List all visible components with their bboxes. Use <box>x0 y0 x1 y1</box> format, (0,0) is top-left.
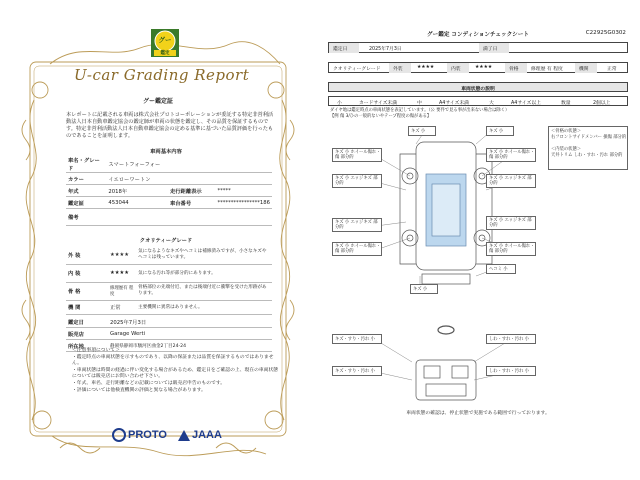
interior-stars: ★★★★ <box>108 264 136 282</box>
frame-stars: 修理歴有 程度 <box>108 282 136 300</box>
note-item: ・鑑定時点の車両状態を示すものであり、以降の保証または品質を保証するものではありません。 <box>72 354 274 367</box>
name-label: 車名・グレード <box>66 156 106 173</box>
callout-text: キズ 小 ホイール傷れ・傷 部分的 <box>489 150 535 161</box>
damage-callout <box>486 174 536 188</box>
section-quality-heading: クオリティーグレード <box>139 238 193 244</box>
eval-engine-value: 正常 <box>607 67 617 72</box>
interior-desc: 気になる汚れ等が部分的にあります。 <box>136 264 272 282</box>
callout-text: キズ 小 エッジキズ 部分的 <box>335 176 378 187</box>
callout-text: キズ 小 ホイール傷れ・傷 部分的 <box>335 244 381 255</box>
callout-text: キズ 小 <box>489 129 504 134</box>
sheet-code: C22925G0302 <box>585 30 626 36</box>
eval-frame-label: 骨格 <box>509 67 519 72</box>
damage-callout <box>332 366 382 376</box>
damage-callout <box>410 284 438 294</box>
sheet-title: グー鑑定 コンディションチェックシート <box>427 32 529 38</box>
frame-notes-title: ＜骨格の状態＞ <box>551 129 582 134</box>
cert-value: 453044 <box>106 197 168 209</box>
table-row <box>66 264 272 282</box>
leader-lines <box>316 0 640 420</box>
frame-label: 骨 格 <box>66 282 108 300</box>
callout-text: しわ・すれ・汚れ 小 <box>489 337 530 342</box>
logos <box>112 428 312 444</box>
goo-kantei-badge-icon <box>150 28 180 58</box>
mileage-value: ***** <box>216 185 273 197</box>
exterior-stars: ★★★★ <box>108 246 136 264</box>
interior-notes-title: ＜内装の状態＞ <box>551 147 582 152</box>
size-mid: 中 <box>417 101 422 106</box>
damage-callout <box>408 126 436 136</box>
callout-text: キズ 小 エッジキズ 部分的 <box>335 220 378 231</box>
frame-notes: 右フロントサイドメンバー 損傷 部分的 <box>551 135 627 140</box>
chassis-value: ****************186 <box>216 197 273 209</box>
exterior-label: 外 装 <box>66 246 108 264</box>
addr-label: 所在地 <box>66 340 108 352</box>
addr-value: 静岡県静岡市駿河区曲金2丁目24-24 <box>108 340 272 352</box>
table-row <box>66 173 272 185</box>
condition-check-sheet <box>316 0 640 480</box>
table-row <box>66 197 272 209</box>
damage-callout <box>486 216 536 230</box>
callout-text: ヘコミ 小 <box>489 267 508 272</box>
sheet-date-value: 2025年7月3日 <box>369 47 402 52</box>
table-row <box>66 316 272 328</box>
proto-logo-icon <box>112 428 126 442</box>
callout-text: キズ 小 <box>413 287 428 292</box>
note-item: ・年式、車名、走行距離などの記載については販売店申告のものです。 <box>72 380 226 386</box>
callout-text: キズ・すり・汚れ 小 <box>335 337 375 342</box>
frame-desc: 骨格部位の先端付近、または後端付近に衝撃を受けた形跡があります。 <box>136 282 272 300</box>
legend-line: ダイヤ地は鑑定時点の車両状態を表記しています。（公 要件で見る事が出来ない場合は除く） <box>330 108 510 113</box>
damage-callout <box>486 148 536 162</box>
table-row <box>66 282 272 300</box>
jaaa-logo: JAAA <box>192 429 222 441</box>
date-value: 2025年7月3日 <box>108 316 272 328</box>
color-value: イエローワートン <box>106 173 272 185</box>
damage-callout <box>332 242 382 256</box>
eval-int-value: ★★★★ <box>475 65 493 70</box>
exterior-desc: 気になるようなキズやヘコミは補修済みですが、小さなキズやヘコミは残っています。 <box>136 246 272 264</box>
sheet-expiry-label: 満了日 <box>483 47 498 52</box>
table-row <box>66 328 272 340</box>
jaaa-logo-icon <box>178 430 190 441</box>
damage-callout <box>332 148 382 162</box>
vehicle-info-table <box>66 156 272 226</box>
certificate-intro: 本レポートに記載される車両は株式会社プロトコーポレーションが委託する特定非営利活動法人日本自動車鑑定協会の鑑定師が車両の状態を鑑定し、その品質を保証するものです。特定非営利活動法人日本自動車鑑定協会の定める基準に基づいた品質評価を行ったものであることを証明します。 <box>66 112 274 139</box>
damage-callout <box>486 242 536 256</box>
state-title: 車両状態の説明 <box>461 87 495 92</box>
damage-callout <box>332 174 382 188</box>
table-row <box>66 300 272 314</box>
eval-frame-value: 修理歴 有 程度 <box>531 67 563 72</box>
certificate-title: U-car Grading Report <box>74 66 250 84</box>
legend-line: 【例 傷 3/ひの一般的ないやテープ程度の傷がある】 <box>330 114 432 119</box>
quality-table <box>66 246 272 315</box>
damage-callout <box>486 366 536 376</box>
callout-text: キズ 小 <box>411 129 426 134</box>
callout-text: キズ 小 エッジキズ 部分的 <box>489 176 532 187</box>
table-row <box>66 185 272 197</box>
dealer-table <box>66 316 272 352</box>
sheet-bottom-note: 車両状態の確認は、停止状態で実施である範囲で行っております。 <box>406 411 550 416</box>
condition-notes <box>548 126 628 170</box>
table-row <box>66 209 272 226</box>
cert-label: 鑑定証 <box>66 197 106 209</box>
callout-text: キズ 小 ホイール傷れ・傷 部分的 <box>489 244 535 255</box>
note-item: ・評価については他検査機関の評価と異なる場合があります。 <box>72 387 206 393</box>
certificate-subtitle: グー鑑定証 <box>142 98 173 105</box>
dealer-value: Garage Werti <box>108 328 272 340</box>
year-value: 2018年 <box>106 185 168 197</box>
engine-stars: 正常 <box>108 300 136 314</box>
section-basic-heading: 車両基本内容 <box>150 149 182 155</box>
interior-label: 内 装 <box>66 264 108 282</box>
eval-ext-value: ★★★★ <box>417 65 435 70</box>
interior-notes: 天井トリム しわ・すれ・汚れ 部分的 <box>551 153 623 158</box>
eval-engine-label: 機関 <box>579 67 589 72</box>
mileage-label: 走行距離表示 <box>168 185 216 197</box>
eval-ext-label: 外装 <box>393 67 403 72</box>
damage-callout <box>332 334 382 344</box>
size-mid-desc: A4サイズ未満 <box>439 101 469 106</box>
size-large-desc: A4サイズ以上 <box>511 101 541 106</box>
date-label: 鑑定日 <box>66 316 108 328</box>
size-small-desc: カードサイズ未満 <box>359 101 397 106</box>
dealer-label: 販売店 <box>66 328 108 340</box>
year-label: 年式 <box>66 185 106 197</box>
grading-certificate <box>0 0 316 480</box>
damage-callout <box>486 126 514 136</box>
callout-text: しわ・すれ・汚れ 小 <box>489 369 530 374</box>
color-label: カラー <box>66 173 106 185</box>
eval-label: クオリティーグレード <box>333 67 381 72</box>
callout-text: キズ・すり・汚れ 小 <box>335 369 375 374</box>
badge-top-text: グー <box>158 36 172 44</box>
size-large: 大 <box>489 101 494 106</box>
size-count: 数量 <box>561 101 571 106</box>
damage-callout <box>486 264 516 274</box>
engine-label: 機 関 <box>66 300 108 314</box>
note-item: ・車両状態は時間の経過に伴い変化する場合があるため、鑑定日をご確認の上、現在の車両状態については販売店にお問い合わせ下さい。 <box>72 367 279 380</box>
engine-desc: 主要機関に異常はありません。 <box>136 300 272 314</box>
notes-title: ＜注意事項について＞ <box>72 348 120 353</box>
damage-callout <box>486 334 536 344</box>
remarks-label: 備考 <box>66 209 106 226</box>
chassis-label: 車台番号 <box>168 197 216 209</box>
callout-text: キズ 小 ホイール傷れ・傷 部分的 <box>335 150 381 161</box>
table-row <box>66 156 272 173</box>
eval-int-label: 内装 <box>451 67 461 72</box>
size-count-desc: 2個以上 <box>593 101 611 106</box>
callout-text: キズ 小 エッジキズ 部分的 <box>489 218 532 229</box>
notes <box>72 348 282 394</box>
damage-callout <box>332 218 382 232</box>
proto-logo: PROTO <box>128 429 167 441</box>
name-value: スマートフォーフォー <box>106 156 272 173</box>
badge-bottom-text: 鑑定 <box>160 51 170 56</box>
size-small: 小 <box>337 101 342 106</box>
sheet-date-label: 鑑定日 <box>333 47 348 52</box>
table-row <box>66 246 272 264</box>
